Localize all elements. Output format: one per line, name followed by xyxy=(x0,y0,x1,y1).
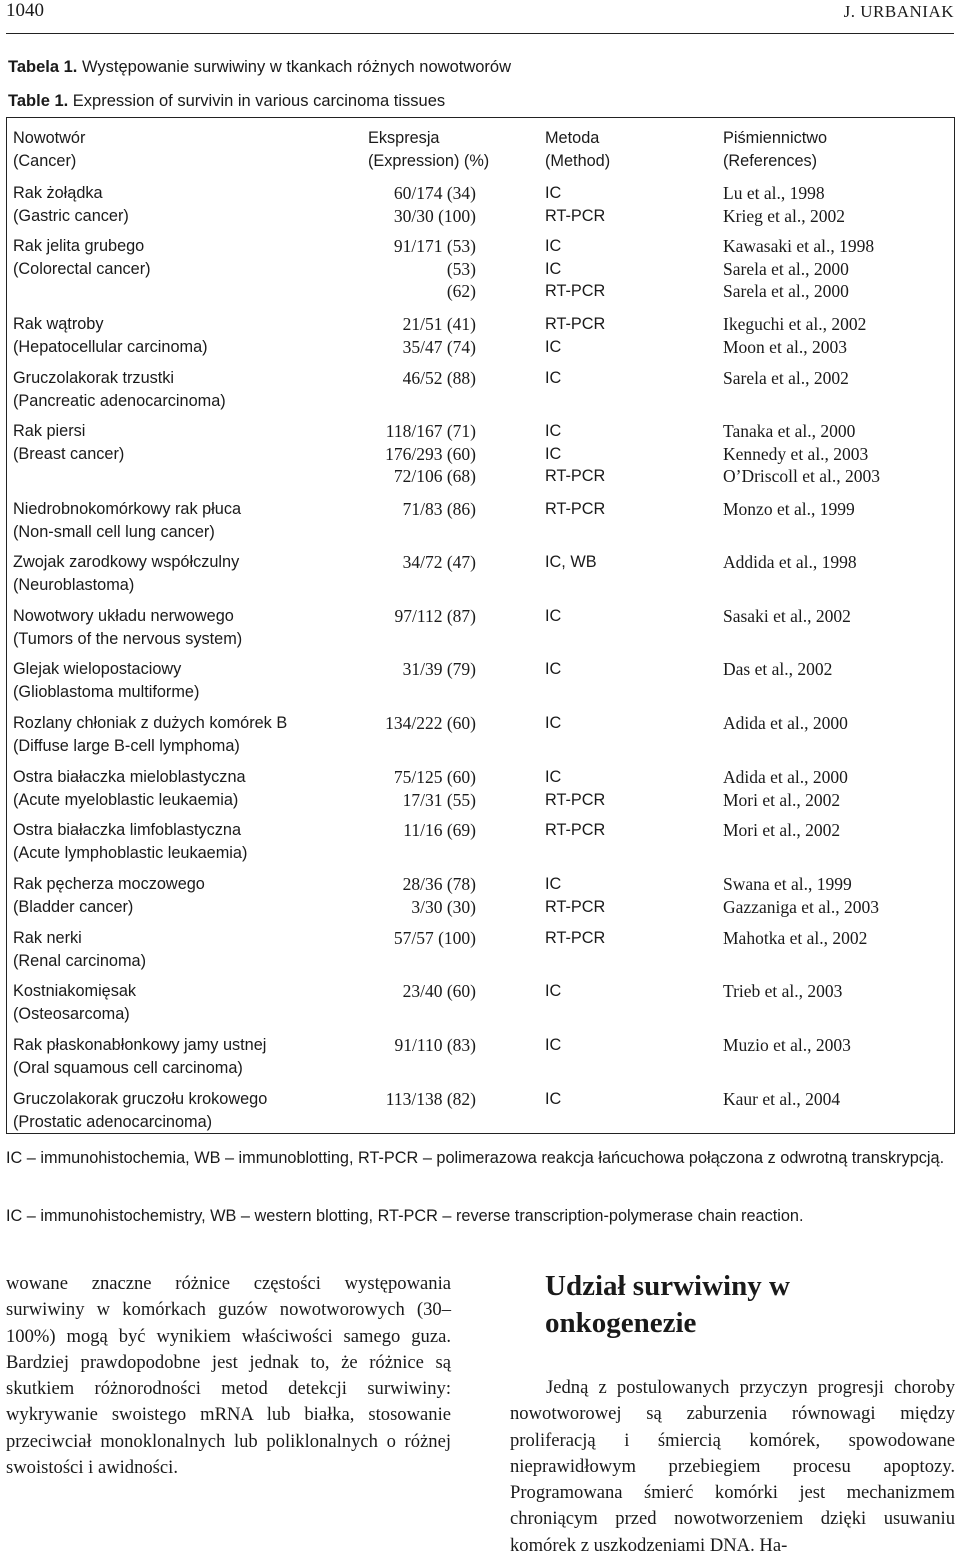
cell-references-line: Trieb et al., 2003 xyxy=(723,981,843,1001)
header-cancer-en: (Cancer) xyxy=(13,151,77,170)
cell-method-line: IC xyxy=(545,768,562,786)
header-expression xyxy=(368,127,489,172)
cell-references-line: Kaur et al., 2004 xyxy=(723,1089,841,1109)
cell-method-line: RT-PCR xyxy=(545,790,606,809)
cell-references xyxy=(723,605,851,628)
cell-expression xyxy=(361,819,476,842)
caption-text-en: Expression of survivin in various carcinoma tissues xyxy=(68,92,446,110)
cell-cancer xyxy=(13,182,129,227)
cell-expression-line: 34/72 (47) xyxy=(402,552,476,572)
cell-cancer xyxy=(13,1034,266,1079)
cell-references-line: Gazzaniga et al., 2003 xyxy=(723,896,879,917)
cell-cancer-line: (Acute myeloblastic leukaemia) xyxy=(13,790,239,809)
cell-expression xyxy=(361,980,476,1003)
cell-cancer xyxy=(13,766,246,811)
cell-cancer-line: (Non-small cell lung cancer) xyxy=(13,522,215,541)
cell-expression-line: 71/83 (86) xyxy=(402,499,476,519)
cell-cancer-line: Rak wątroby xyxy=(13,315,104,333)
cell-cancer xyxy=(13,927,146,972)
header-method-pl: Metoda xyxy=(545,129,600,147)
cell-references-line: Sasaki et al., 2002 xyxy=(723,606,851,626)
cell-cancer-line: Gruczolakorak gruczołu krokowego xyxy=(13,1090,268,1108)
cell-method-line: RT-PCR xyxy=(545,206,606,225)
header-references-pl: Piśmiennictwo xyxy=(723,129,828,147)
cell-expression-line: 176/293 (60) xyxy=(385,443,476,464)
cell-references-line: Mori et al., 2002 xyxy=(723,789,841,810)
cell-cancer-line: (Colorectal cancer) xyxy=(13,259,151,278)
cell-method-line: RT-PCR xyxy=(545,897,606,916)
cell-references xyxy=(723,1088,840,1111)
body-paragraph-left: wowane znaczne różnice częstości występowania surwiwiny w komórkach guzów nowotworowych (30–100%) mogą być wynikiem właściwości samego guza. Bardziej prawdopodobne jest jednak to, że różnice są skutkiem różnorodności metod detekcji surwiwiny: wykrywanie swoistego mRNA lub białka, stosowanie przeciwciał monoklonalnych lub poliklonalnych o różnej swoistości i awidności. xyxy=(6,1273,451,1479)
cell-expression xyxy=(361,605,476,628)
footnote-en: IC – immunohistochemistry, WB – western blotting, RT-PCR – reverse transcription-polymerase chain reaction. xyxy=(6,1207,804,1225)
cell-references xyxy=(723,712,848,735)
cell-expression xyxy=(361,313,476,358)
caption-label-pl: Tabela 1. xyxy=(8,58,78,76)
cell-references-line: Moon et al., 2003 xyxy=(723,336,847,357)
table-caption-pl xyxy=(8,58,511,77)
cell-references xyxy=(723,819,840,842)
page-header xyxy=(6,0,954,26)
cell-references xyxy=(723,1034,851,1057)
cell-method xyxy=(545,605,561,628)
cell-expression-line: 118/167 (71) xyxy=(385,421,476,441)
cell-expression xyxy=(361,766,476,811)
cell-method-line: IC xyxy=(545,184,562,202)
cell-method-line: IC xyxy=(545,369,562,387)
cell-expression xyxy=(361,927,476,950)
cell-expression-line: 3/30 (30) xyxy=(411,896,476,917)
cell-cancer xyxy=(13,873,205,918)
cell-cancer-line: Rak żołądka xyxy=(13,184,103,202)
cell-cancer-line: (Acute lymphoblastic leukaemia) xyxy=(13,843,248,862)
cell-references xyxy=(723,927,867,950)
cell-cancer-line: (Glioblastoma multiforme) xyxy=(13,682,200,701)
header-method-en: (Method) xyxy=(545,151,611,170)
cell-method xyxy=(545,235,605,303)
cell-expression xyxy=(361,1088,476,1111)
cell-cancer-line: (Tumors of the nervous system) xyxy=(13,629,243,648)
cell-expression-line: 21/51 (41) xyxy=(402,314,476,334)
cell-references-line: Ikeguchi et al., 2002 xyxy=(723,314,867,334)
cell-cancer-line: Kostniakomięsak xyxy=(13,982,137,1000)
cell-references xyxy=(723,658,832,681)
cell-references-line: Mahotka et al., 2002 xyxy=(723,928,868,948)
cell-references-line: Adida et al., 2000 xyxy=(723,713,848,733)
cell-cancer-line: Rak nerki xyxy=(13,929,82,947)
cell-cancer xyxy=(13,551,239,596)
cell-cancer xyxy=(13,420,124,465)
cell-expression-line: 134/222 (60) xyxy=(385,713,476,733)
cell-references-line: Sarela et al., 2002 xyxy=(723,368,849,388)
cell-cancer xyxy=(13,980,136,1025)
cell-cancer-line: (Pancreatic adenocarcinoma) xyxy=(13,391,226,410)
cell-cancer-line: (Breast cancer) xyxy=(13,444,125,463)
cell-cancer-line: Ostra białaczka limfoblastyczna xyxy=(13,821,242,839)
cell-expression xyxy=(361,658,476,681)
header-references-en: (References) xyxy=(723,151,818,170)
cell-references-line: Addida et al., 1998 xyxy=(723,552,857,572)
cell-expression xyxy=(361,873,476,918)
table-caption-en xyxy=(8,92,445,111)
cell-references xyxy=(723,980,842,1003)
cell-expression-line: 46/52 (88) xyxy=(402,368,476,388)
header-cancer-pl: Nowotwór xyxy=(13,129,86,147)
header-cancer xyxy=(13,127,85,172)
cell-references xyxy=(723,873,879,918)
cell-cancer-line: (Prostatic adenocarcinoma) xyxy=(13,1112,213,1131)
cell-references-line: Mori et al., 2002 xyxy=(723,820,841,840)
cell-cancer-line: Nowotwory układu nerwowego xyxy=(13,607,234,625)
cell-cancer-line: Rak piersi xyxy=(13,422,86,440)
cell-cancer-line: Ostra białaczka mieloblastyczna xyxy=(13,768,246,786)
cell-method-line: IC xyxy=(545,1090,562,1108)
cell-method xyxy=(545,551,597,574)
cell-expression xyxy=(361,1034,476,1057)
cell-method-line: IC xyxy=(545,982,562,1000)
cell-method xyxy=(545,873,605,918)
cell-cancer-line: Rozlany chłoniak z dużych komórek B xyxy=(13,714,288,732)
cell-references xyxy=(723,235,874,303)
cell-cancer-line: Rak jelita grubego xyxy=(13,237,145,255)
cell-method-line: RT-PCR xyxy=(545,467,606,485)
page-number: 1040 xyxy=(6,0,44,21)
cell-references-line: Muzio et al., 2003 xyxy=(723,1035,851,1055)
cell-method xyxy=(545,1088,561,1111)
cell-cancer xyxy=(13,819,247,864)
cell-expression-line: 28/36 (78) xyxy=(402,874,476,894)
cell-expression-line: 97/112 (87) xyxy=(394,606,476,626)
cell-cancer-line: (Hepatocellular carcinoma) xyxy=(13,337,208,356)
cell-references xyxy=(723,367,849,390)
cell-cancer xyxy=(13,712,287,757)
cell-expression-line: 75/125 (60) xyxy=(393,767,476,787)
cell-references-line: Monzo et al., 1999 xyxy=(723,499,855,519)
cell-method xyxy=(545,313,605,358)
cell-method xyxy=(545,819,605,842)
cell-references-line: Krieg et al., 2002 xyxy=(723,205,845,226)
cell-expression-line: 60/174 (34) xyxy=(393,183,476,203)
cell-cancer-line: (Oral squamous cell carcinoma) xyxy=(13,1058,243,1077)
cell-method xyxy=(545,1034,561,1057)
cell-references-line: Lu et al., 1998 xyxy=(723,183,825,203)
cell-expression-line: 72/106 (68) xyxy=(393,466,476,486)
cell-method xyxy=(545,498,605,521)
cell-references-line: Sarela et al., 2000 xyxy=(723,258,849,279)
cell-method-line: IC xyxy=(545,337,562,356)
cell-method-line: IC xyxy=(545,660,562,678)
header-method xyxy=(545,127,610,172)
caption-text-pl: Występowanie surwiwiny w tkankach różnych nowotworów xyxy=(77,58,512,76)
cell-method xyxy=(545,420,605,488)
cell-cancer xyxy=(13,605,242,650)
cell-method-line: IC xyxy=(545,607,562,625)
cell-method-line: IC xyxy=(545,1036,562,1054)
cell-cancer-line: (Osteosarcoma) xyxy=(13,1004,130,1023)
cell-cancer-line: (Renal carcinoma) xyxy=(13,951,147,970)
cell-method-line: RT-PCR xyxy=(545,315,606,333)
cell-method-line: RT-PCR xyxy=(545,821,606,839)
header-expression-en: (Expression) (%) xyxy=(368,151,490,170)
cell-references xyxy=(723,551,857,574)
cell-references-line: Das et al., 2002 xyxy=(723,659,833,679)
cell-expression xyxy=(361,182,476,227)
cell-method-line: IC, WB xyxy=(545,553,597,571)
header-expression-pl: Ekspresja xyxy=(368,129,440,147)
cell-method-line: IC xyxy=(545,237,562,255)
header-rule xyxy=(6,33,954,34)
cell-cancer-line: Zwojak zarodkowy współczulny xyxy=(13,553,240,571)
cell-cancer-line: Glejak wielopostaciowy xyxy=(13,660,182,678)
cell-cancer-line: Rak pęcherza moczowego xyxy=(13,875,205,893)
cell-expression xyxy=(361,551,476,574)
cell-expression-line: (62) xyxy=(446,281,476,301)
cell-references-line: Sarela et al., 2000 xyxy=(723,281,849,301)
cell-expression-line: 23/40 (60) xyxy=(402,981,476,1001)
cell-references-line: Swana et al., 1999 xyxy=(723,874,852,894)
cell-references xyxy=(723,420,880,488)
cell-method-line: RT-PCR xyxy=(545,929,606,947)
cell-cancer-line: Rak płaskonabłonkowy jamy ustnej xyxy=(13,1036,267,1054)
cell-expression-line: 91/171 (53) xyxy=(393,236,476,256)
cell-method xyxy=(545,927,605,950)
cell-expression-line: 91/110 (83) xyxy=(394,1035,476,1055)
cell-expression xyxy=(361,367,476,390)
cell-cancer-line: Gruczolakorak trzustki xyxy=(13,369,175,387)
cell-cancer xyxy=(13,235,151,280)
cell-cancer-line: Niedrobnokomórkowy rak płuca xyxy=(13,500,242,518)
cell-expression-line: 31/39 (79) xyxy=(402,659,476,679)
cell-expression-line: 30/30 (100) xyxy=(393,205,476,226)
running-author: J. URBANIAK xyxy=(843,2,954,21)
cell-method-line: IC xyxy=(545,422,562,440)
body-paragraph-right: Jedną z postulowanych przyczyn progresji choroby nowotworowej są zaburzenia równowagi między proliferacją i śmiercią komórek, spowodowane nieprawidłowym przebiegiem procesu apoptozy. Programowana śmierć komórki jest mechanizmem chroniącym przed nowotworzeniem dzięki usuwaniu komórek z uszkodzeniami DNA. Ha- xyxy=(510,1377,955,1556)
cell-cancer xyxy=(13,1088,267,1133)
cell-references-line: Kawasaki et al., 1998 xyxy=(723,236,875,256)
cell-method-line: RT-PCR xyxy=(545,500,606,518)
cell-references-line: O’Driscoll et al., 2003 xyxy=(723,466,880,486)
header-references xyxy=(723,127,827,172)
cell-references-line: Kennedy et al., 2003 xyxy=(723,443,869,464)
cell-method xyxy=(545,182,605,227)
cell-expression-line: 57/57 (100) xyxy=(393,928,476,948)
cell-expression xyxy=(361,420,476,488)
cell-method-line: IC xyxy=(545,875,562,893)
cell-expression-line: 11/16 (69) xyxy=(403,820,476,840)
cell-expression-line: (53) xyxy=(446,258,476,279)
cell-cancer-line: (Bladder cancer) xyxy=(13,897,134,916)
cell-cancer xyxy=(13,367,226,412)
cell-expression xyxy=(361,235,476,303)
cell-cancer-line: (Gastric cancer) xyxy=(13,206,129,225)
cell-cancer-line: (Diffuse large B-cell lymphoma) xyxy=(13,736,240,755)
cell-cancer xyxy=(13,658,199,703)
cell-method xyxy=(545,766,605,811)
survivin-table xyxy=(6,117,955,1134)
cell-expression-line: 35/47 (74) xyxy=(402,336,476,357)
cell-references xyxy=(723,313,866,358)
cell-method-line: RT-PCR xyxy=(545,282,606,300)
cell-method xyxy=(545,980,561,1003)
cell-method-line: IC xyxy=(545,444,562,463)
cell-cancer-line: (Neuroblastoma) xyxy=(13,575,135,594)
caption-label-en: Table 1. xyxy=(8,92,69,110)
section-title: Udział surwiwiny w onkogenezie xyxy=(545,1270,790,1339)
cell-method-line: IC xyxy=(545,259,562,278)
cell-expression-line: 113/138 (82) xyxy=(385,1089,476,1109)
cell-cancer xyxy=(13,313,208,358)
cell-expression xyxy=(361,498,476,521)
cell-references xyxy=(723,766,848,811)
cell-cancer xyxy=(13,498,241,543)
cell-references xyxy=(723,182,845,227)
cell-method-line: IC xyxy=(545,714,562,732)
cell-method xyxy=(545,367,561,390)
cell-references-line: Tanaka et al., 2000 xyxy=(723,421,856,441)
cell-method xyxy=(545,712,561,735)
cell-method xyxy=(545,658,561,681)
cell-expression xyxy=(361,712,476,735)
cell-references xyxy=(723,498,855,521)
footnote-pl: IC – immunohistochemia, WB – immunoblotting, RT-PCR – polimerazowa reakcja łańcuchowa połączona z odwrotną transkrypcją. xyxy=(6,1149,945,1167)
cell-expression-line: 17/31 (55) xyxy=(402,789,476,810)
cell-references-line: Adida et al., 2000 xyxy=(723,767,848,787)
